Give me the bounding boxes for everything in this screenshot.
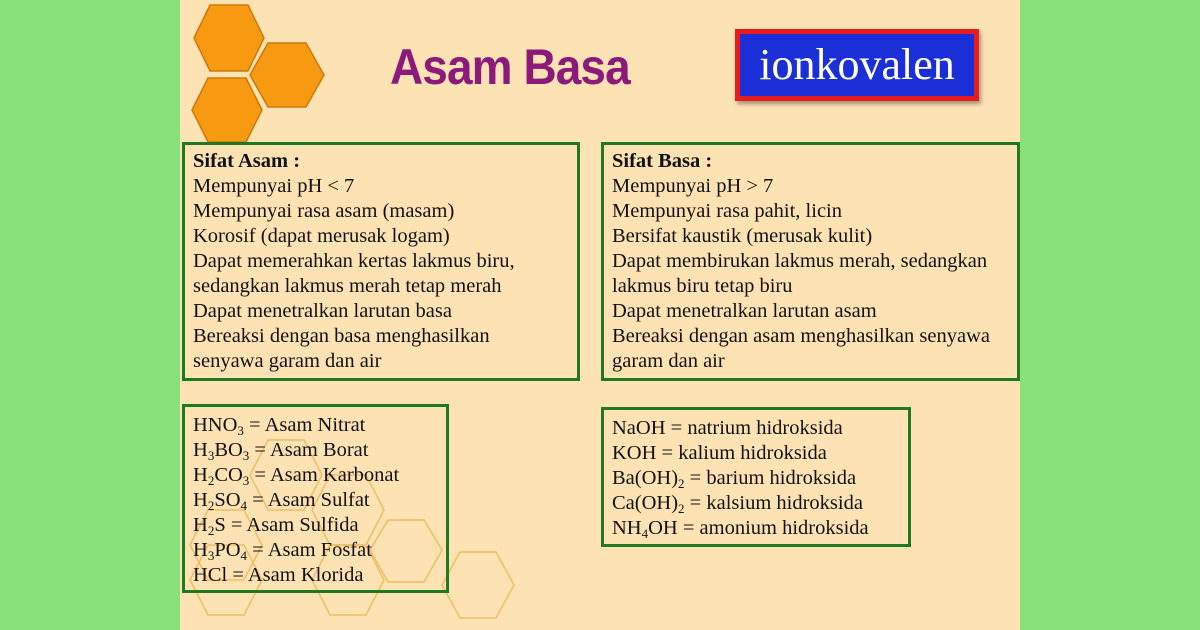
formula-text: SO — [214, 489, 241, 511]
base-example-row — [612, 416, 908, 441]
compound-name: = Asam Sulfida — [225, 514, 359, 536]
acid-property-line: senyawa garam dan air — [193, 350, 382, 372]
base-example-row — [612, 491, 908, 516]
formula-text: Ba(OH) — [612, 467, 679, 489]
chemical-formula — [193, 464, 249, 486]
compound-name: = Asam Klorida — [227, 564, 364, 586]
hexagon-filled — [192, 78, 262, 142]
base-example-row — [612, 516, 908, 541]
formula-text: PO — [214, 539, 241, 561]
chemical-formula — [612, 517, 678, 539]
chemical-formula — [612, 417, 666, 439]
acid-property-line: Dapat menetralkan larutan basa — [193, 300, 452, 322]
formula-subscript: 2 — [207, 498, 215, 513]
formula-text: H — [193, 539, 208, 561]
formula-text: CO — [214, 464, 243, 486]
base-property-line: Bereaksi dengan asam menghasilkan senyawa — [612, 325, 990, 347]
formula-text: H — [193, 439, 208, 461]
chemical-formula — [193, 414, 244, 436]
brand-logo: ionkovalen — [735, 29, 979, 101]
compound-name: = Asam Fosfat — [247, 539, 372, 561]
acid-example-row — [193, 413, 446, 438]
acid-properties-heading: Sifat Asam : — [193, 150, 301, 172]
compound-name: = kalsium hidroksida — [684, 492, 863, 514]
formula-subscript: 4 — [641, 526, 649, 541]
acid-properties-list — [193, 174, 577, 374]
base-property-line: garam dan air — [612, 350, 725, 372]
base-property-line: Dapat menetralkan larutan asam — [612, 300, 877, 322]
formula-text: KOH — [612, 442, 657, 464]
formula-subscript: 3 — [207, 548, 215, 563]
slide — [180, 0, 1020, 630]
base-property-line: Mempunyai pH > 7 — [612, 175, 774, 197]
formula-subscript: 3 — [207, 448, 215, 463]
base-property-line: lakmus biru tetap biru — [612, 275, 793, 297]
compound-name: = barium hidroksida — [684, 467, 857, 489]
page-title: Asam Basa — [390, 39, 630, 95]
acid-example-row — [193, 563, 446, 588]
formula-subscript: 3 — [242, 473, 250, 488]
formula-text: HNO — [193, 414, 238, 436]
chemical-formula — [612, 492, 685, 514]
compound-name: = kalium hidroksida — [656, 442, 827, 464]
compound-name: = amonium hidroksida — [677, 517, 869, 539]
formula-subscript: 2 — [678, 476, 685, 491]
acid-property-line: Dapat memerahkan kertas lakmus biru, — [193, 250, 515, 272]
formula-text: H — [193, 514, 208, 536]
base-example-row — [612, 441, 908, 466]
base-properties-heading: Sifat Basa : — [612, 150, 713, 172]
formula-text: HCl — [193, 564, 228, 586]
base-property-line: Bersifat kaustik (merusak kulit) — [612, 225, 873, 247]
compound-name: = natrium hidroksida — [665, 417, 843, 439]
chemical-formula — [193, 539, 247, 561]
base-property-line: Mempunyai rasa pahit, licin — [612, 200, 842, 222]
formula-subscript: 4 — [240, 498, 248, 513]
formula-text: OH — [648, 517, 678, 539]
acid-property-line: Korosif (dapat merusak logam) — [193, 225, 450, 247]
formula-text: H — [193, 464, 208, 486]
acid-example-row — [193, 488, 446, 513]
formula-text: S — [214, 514, 226, 536]
acid-property-line: sedangkan lakmus merah tetap merah — [193, 275, 502, 297]
base-examples-box — [601, 407, 911, 547]
acid-example-row — [193, 438, 446, 463]
formula-subscript: 3 — [242, 448, 250, 463]
acid-example-row — [193, 513, 446, 538]
formula-text: NaOH — [612, 417, 666, 439]
acid-property-line: Mempunyai rasa asam (masam) — [193, 200, 455, 222]
compound-name: = Asam Karbonat — [249, 464, 400, 486]
formula-text: NH — [612, 517, 642, 539]
hexagon-filled — [250, 43, 324, 107]
formula-text: H — [193, 489, 208, 511]
chemical-formula — [193, 564, 227, 586]
chemical-formula — [612, 467, 685, 489]
formula-subscript: 3 — [237, 423, 244, 438]
acid-properties-box — [182, 142, 580, 381]
acid-examples-box — [182, 404, 449, 593]
base-property-line: Dapat membirukan lakmus merah, sedangkan — [612, 250, 988, 272]
hexagon-filled — [194, 5, 264, 71]
acid-example-row — [193, 538, 446, 563]
base-properties-list — [612, 174, 1017, 374]
hexagon-outline — [442, 552, 514, 618]
compound-name: = Asam Sulfat — [247, 489, 370, 511]
formula-subscript: 4 — [240, 548, 248, 563]
compound-name: = Asam Borat — [249, 439, 369, 461]
formula-subscript: 2 — [207, 523, 215, 538]
chemical-formula — [193, 489, 247, 511]
base-properties-box — [601, 142, 1020, 381]
formula-subscript: 2 — [207, 473, 215, 488]
formula-text: BO — [214, 439, 243, 461]
formula-text: Ca(OH) — [612, 492, 679, 514]
chemical-formula — [193, 514, 226, 536]
acid-property-line: Mempunyai pH < 7 — [193, 175, 355, 197]
chemical-formula — [612, 442, 656, 464]
chemical-formula — [193, 439, 249, 461]
formula-subscript: 2 — [678, 501, 685, 516]
compound-name: = Asam Nitrat — [243, 414, 366, 436]
base-example-row — [612, 466, 908, 491]
acid-example-row — [193, 463, 446, 488]
acid-property-line: Bereaksi dengan basa menghasilkan — [193, 325, 490, 347]
